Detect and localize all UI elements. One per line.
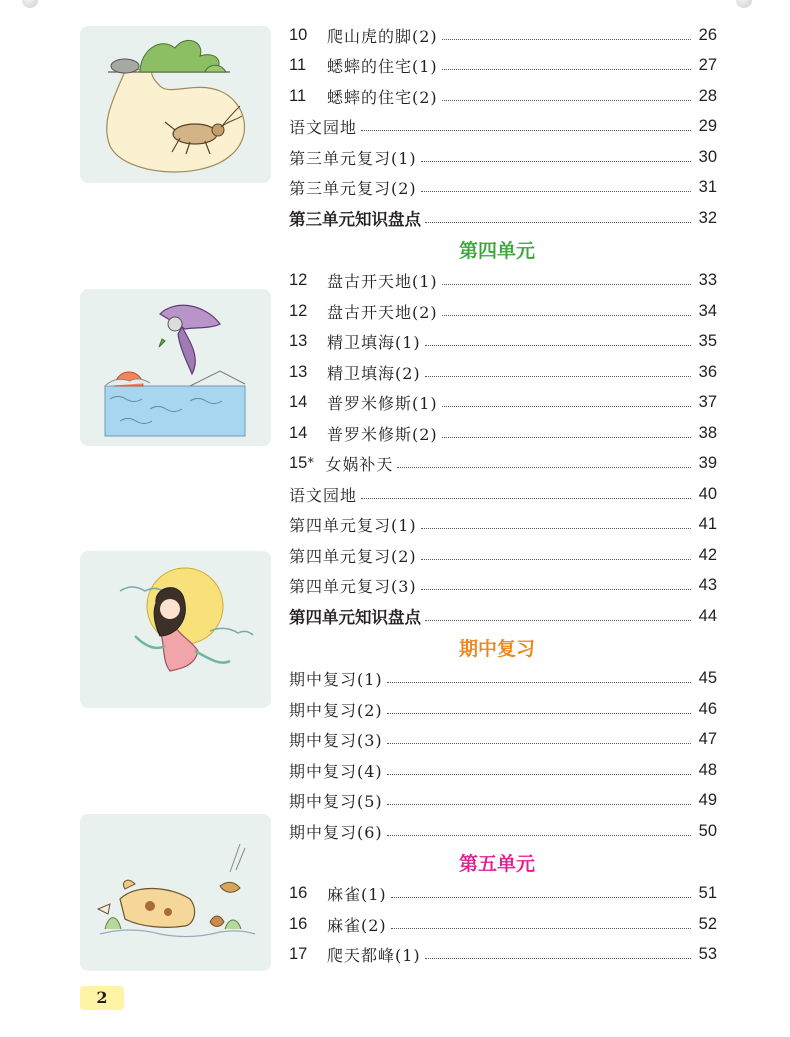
- entry-title: 爬天都峰(1): [327, 946, 421, 966]
- dot-leader: [361, 498, 691, 499]
- illustration-cricket: [80, 26, 271, 183]
- entry-title: 盘古开天地(1): [327, 272, 438, 292]
- illustration-jingwei-bird: [80, 289, 271, 446]
- toc-entry[interactable]: [289, 266, 717, 297]
- entry-page-number: 35: [698, 332, 717, 351]
- dot-leader: [397, 467, 691, 468]
- dot-leader: [442, 315, 691, 316]
- lesson-number: 11: [289, 56, 307, 75]
- dot-leader: [387, 804, 691, 805]
- toc-entry[interactable]: [289, 940, 717, 971]
- midterm-heading: 期中复习: [458, 638, 535, 660]
- toc-entry[interactable]: [289, 664, 717, 695]
- entry-title: 期中复习(1): [289, 670, 383, 690]
- toc-entry[interactable]: [289, 388, 717, 419]
- entry-page-number: 48: [698, 760, 717, 779]
- entry-page-number: 50: [698, 821, 717, 840]
- dot-leader: [421, 528, 691, 529]
- entry-title: 麻雀(1): [327, 885, 387, 905]
- lesson-number: 12: [289, 271, 308, 290]
- toc-entry[interactable]: 15 * 女娲补天 39: [289, 454, 717, 475]
- lesson-number: 15: [289, 454, 308, 473]
- entry-title: 精卫填海(2): [327, 363, 421, 383]
- dot-leader: [425, 345, 691, 346]
- entry-title: 语文园地: [289, 118, 358, 138]
- toc-entry[interactable]: [289, 327, 717, 358]
- entry-page-number: 26: [698, 25, 717, 44]
- toc-block-unit5: [289, 879, 717, 971]
- entry-title: 第四单元复习(2): [289, 546, 417, 566]
- dot-leader: [442, 284, 691, 285]
- entry-page-number: 52: [698, 914, 717, 933]
- lesson-number: 16: [289, 884, 308, 903]
- dot-leader: [387, 743, 691, 744]
- entry-title: 期中复习(4): [289, 761, 383, 781]
- dot-leader: [387, 682, 691, 683]
- toc-entry[interactable]: [289, 203, 717, 234]
- entry-title: 期中复习(3): [289, 731, 383, 751]
- dot-leader: [425, 376, 691, 377]
- dot-leader: [442, 39, 691, 40]
- unit4-heading: 第四单元: [458, 240, 535, 262]
- entry-page-number: 29: [698, 117, 717, 136]
- dot-leader: [387, 713, 691, 714]
- lesson-number: 14: [289, 393, 308, 412]
- toc-entry[interactable]: [289, 694, 717, 725]
- toc-entry[interactable]: [289, 725, 717, 756]
- toc-block-midterm: [289, 664, 717, 847]
- entry-title: 蟋蟀的住宅(1): [327, 57, 438, 77]
- dot-leader: [361, 130, 691, 131]
- dot-leader: [421, 589, 691, 590]
- entry-title: 蟋蟀的住宅(2): [327, 87, 438, 107]
- entry-page-number: 51: [698, 884, 717, 903]
- toc-entry[interactable]: [289, 786, 717, 817]
- entry-title: 爬山虎的脚(2): [327, 26, 438, 46]
- unit5-heading: 第五单元: [458, 853, 535, 875]
- toc-entry[interactable]: [289, 81, 717, 112]
- entry-page-number: 40: [698, 484, 717, 503]
- entry-title: 女娲补天: [325, 455, 394, 475]
- lesson-number: 16: [289, 914, 308, 933]
- toc-entry[interactable]: [289, 879, 717, 910]
- entry-page-number: 53: [698, 945, 717, 964]
- toc-entry[interactable]: [289, 540, 717, 571]
- dot-leader: [387, 774, 691, 775]
- lesson-number: 17: [289, 945, 308, 964]
- entry-page-number: 46: [698, 699, 717, 718]
- toc-entry[interactable]: [289, 142, 717, 173]
- toc-entry[interactable]: [289, 173, 717, 204]
- corner-ornament-left: [22, 0, 38, 8]
- toc-entry[interactable]: [289, 479, 717, 510]
- entry-page-number: 43: [698, 576, 717, 595]
- dot-leader: [421, 161, 691, 162]
- entry-page-number: 30: [698, 147, 717, 166]
- toc-entry[interactable]: [289, 909, 717, 940]
- entry-page-number: 31: [698, 178, 717, 197]
- toc-entry[interactable]: [289, 755, 717, 786]
- toc-entry[interactable]: [289, 112, 717, 143]
- dot-leader: [391, 897, 691, 898]
- entry-page-number: 28: [698, 86, 717, 105]
- dot-leader: [442, 437, 691, 438]
- entry-title: 期中复习(6): [289, 822, 383, 842]
- entry-page-number: 39: [698, 454, 717, 473]
- entry-title: 麻雀(2): [327, 915, 387, 935]
- entry-page-number: 38: [698, 423, 717, 442]
- lesson-number: 13: [289, 332, 308, 351]
- illustration-dog-sparrow: [80, 814, 271, 971]
- entry-page-number: 34: [698, 301, 717, 320]
- entry-title: 盘古开天地(2): [327, 302, 438, 322]
- dot-leader: [425, 222, 691, 223]
- dot-leader: [387, 835, 691, 836]
- entry-title: 第四单元复习(3): [289, 577, 417, 597]
- dot-leader: [442, 69, 691, 70]
- entry-title: 精卫填海(1): [327, 333, 421, 353]
- entry-page-number: 49: [698, 791, 717, 810]
- entry-page-number: 36: [698, 362, 717, 381]
- toc-entry[interactable]: [289, 20, 717, 51]
- entry-page-number: 37: [698, 393, 717, 412]
- toc-block-unit4: [289, 266, 717, 632]
- entry-title: 第四单元知识盘点: [289, 608, 421, 628]
- entry-title: 第四单元复习(1): [289, 516, 417, 536]
- entry-page-number: 45: [698, 669, 717, 688]
- dot-leader: [442, 406, 691, 407]
- toc-entry[interactable]: [289, 816, 717, 847]
- corner-ornament-right: [736, 0, 752, 8]
- toc-entry[interactable]: [289, 571, 717, 602]
- toc-entry[interactable]: [289, 51, 717, 82]
- entry-page-number: 41: [698, 515, 717, 534]
- entry-page-number: 27: [698, 56, 717, 75]
- entry-page-number: 42: [698, 545, 717, 564]
- toc-entry[interactable]: [289, 418, 717, 449]
- entry-title: 第三单元知识盘点: [289, 210, 421, 230]
- toc-entry[interactable]: [289, 296, 717, 327]
- entry-title: 期中复习(5): [289, 792, 383, 812]
- lesson-number: 13: [289, 362, 308, 381]
- entry-title: 普罗米修斯(1): [327, 394, 438, 414]
- lesson-number: 14: [289, 423, 308, 442]
- entry-title: 期中复习(2): [289, 700, 383, 720]
- toc-entry[interactable]: [289, 510, 717, 541]
- entry-title: 语文园地: [289, 485, 358, 505]
- toc-entry[interactable]: [289, 357, 717, 388]
- lesson-number: 11: [289, 86, 307, 105]
- entry-title: 第三单元复习(1): [289, 148, 417, 168]
- entry-title: 第三单元复习(2): [289, 179, 417, 199]
- page-number: 2: [80, 986, 124, 1010]
- dot-leader: [391, 928, 691, 929]
- toc-entry[interactable]: [289, 601, 717, 632]
- dot-leader: [425, 958, 691, 959]
- illustration-nuwa: [80, 551, 271, 708]
- dot-leader: [421, 559, 691, 560]
- entry-page-number: 32: [698, 208, 717, 227]
- table-of-contents: [289, 20, 717, 970]
- dot-leader: [425, 620, 691, 621]
- lesson-number: 10: [289, 25, 308, 44]
- entry-page-number: 44: [698, 606, 717, 625]
- lesson-number: 12: [289, 301, 308, 320]
- toc-block-unit3: [289, 20, 717, 234]
- dot-leader: [421, 191, 691, 192]
- entry-page-number: 47: [698, 730, 717, 749]
- dot-leader: [442, 100, 691, 101]
- entry-title: 普罗米修斯(2): [327, 424, 438, 444]
- entry-page-number: 33: [698, 271, 717, 290]
